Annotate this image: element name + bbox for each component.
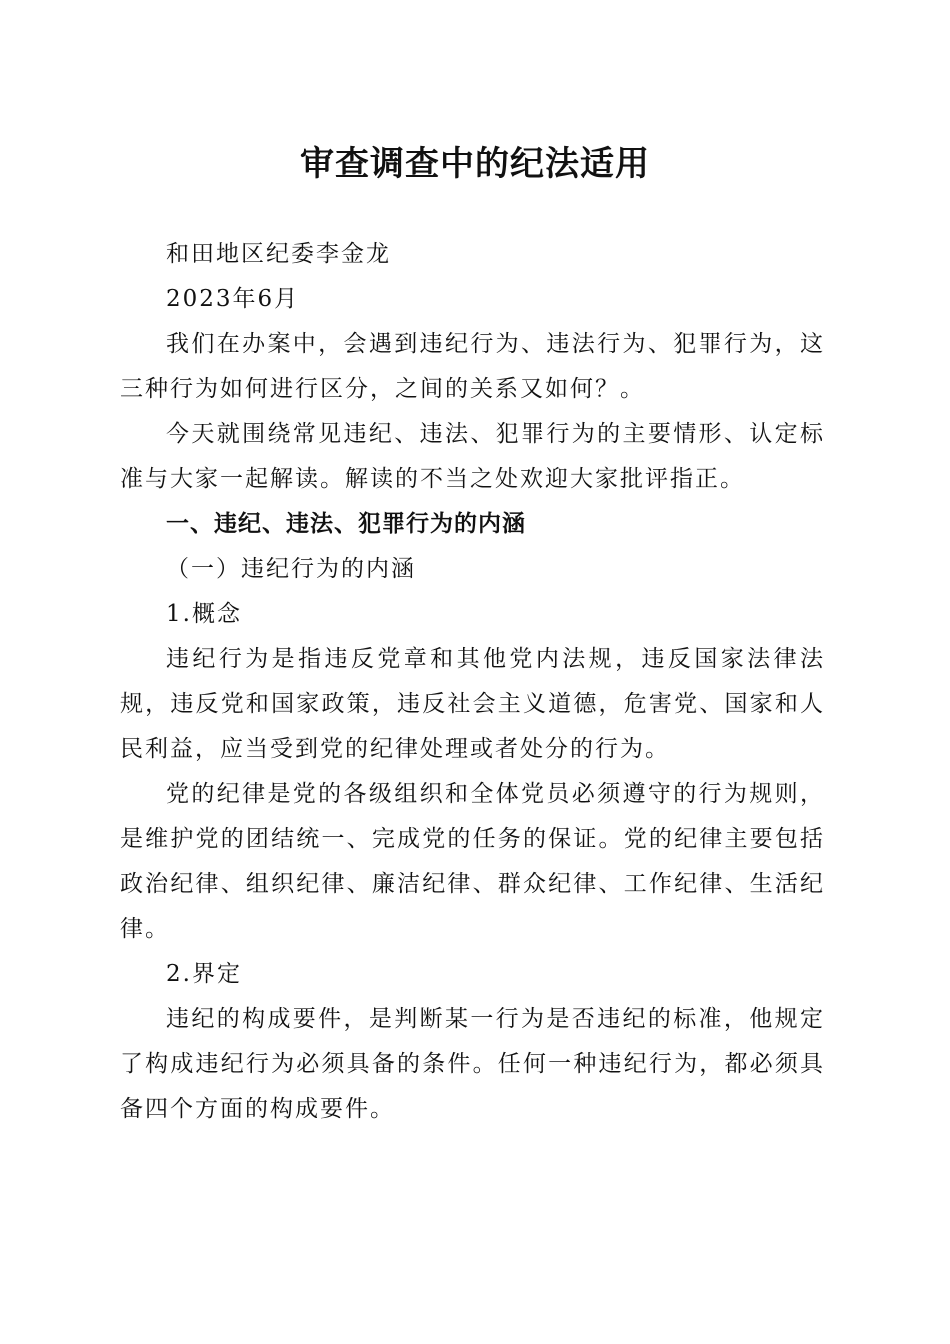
subsection-heading: （一）违纪行为的内涵: [166, 556, 416, 582]
intro-paragraph: 今天就围绕常见违纪、违法、犯罪行为的主要情形、认定标准与大家一起解读。解读的不当之处欢迎大家批评指正。: [120, 421, 825, 492]
author-line: 和田地区纪委李金龙: [166, 241, 391, 267]
date-line: 2023年6月: [166, 286, 300, 312]
body-paragraph: 违纪的构成要件，是判断某一行为是否违纪的标准，他规定了构成违纪行为必须具备的条件。任何一种违纪行为，都必须具备四个方面的构成要件。: [120, 1006, 825, 1122]
document-title: 审查调查中的纪法适用: [300, 144, 650, 184]
intro-paragraph: 我们在办案中，会遇到违纪行为、违法行为、犯罪行为，这三种行为如何进行区分，之间的关系又如何？。: [120, 331, 825, 402]
body-paragraph: 党的纪律是党的各级组织和全体党员必须遵守的行为规则，是维护党的团结统一、完成党的任务的保证。党的纪律主要包括政治纪律、组织纪律、廉洁纪律、群众纪律、工作纪律、生活纪律。: [120, 781, 825, 942]
item-heading: 2.界定: [166, 961, 242, 987]
item-heading: 1.概念: [166, 601, 242, 627]
body-paragraph: 违纪行为是指违反党章和其他党内法规，违反国家法律法规，违反党和国家政策，违反社会主义道德，危害党、国家和人民利益，应当受到党的纪律处理或者处分的行为。: [120, 646, 825, 762]
document-body: [120, 232, 825, 1132]
section-heading: 一、违纪、违法、犯罪行为的内涵: [166, 511, 526, 537]
